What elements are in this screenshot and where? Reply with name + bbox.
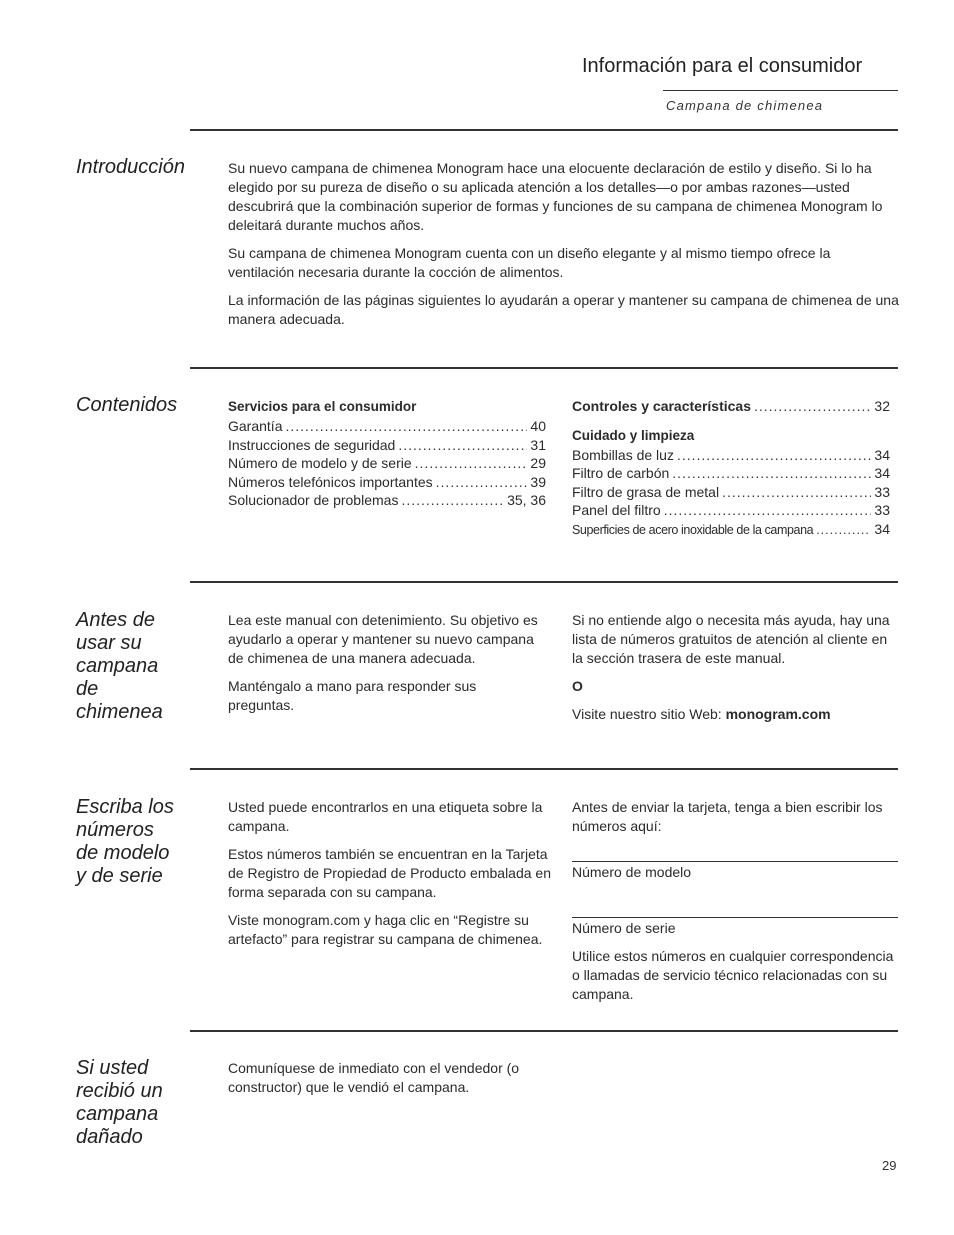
toc-entry-page: 35, 36 bbox=[507, 492, 546, 509]
toc-entry-label: Panel del filtro bbox=[572, 502, 661, 519]
section-divider bbox=[190, 581, 898, 583]
title-line: chimenea bbox=[76, 701, 163, 723]
paragraph: Utilice estos números en cualquier correspondencia o llamadas de servicio técnico relacionadas con su campana. bbox=[572, 948, 894, 1002]
paragraph: Lea este manual con detenimiento. Su objetivo es ayudarlo a operar y mantener su nuevo campana de chimenea de una manera adecuada. bbox=[228, 612, 538, 666]
toc-leader bbox=[285, 417, 527, 436]
toc-entry-page: 33 bbox=[874, 483, 890, 500]
toc-entry-page: 34 bbox=[874, 520, 890, 537]
model-number-label: Número de modelo bbox=[572, 864, 692, 880]
toc-leader bbox=[722, 483, 871, 502]
section-divider bbox=[190, 367, 898, 369]
serial-number-field[interactable] bbox=[572, 917, 898, 918]
contents-title: Contenidos bbox=[76, 394, 178, 416]
intro-paragraph: La información de las páginas siguientes lo ayudarán a operar y mantener su campana de chimenea de una manera adecuada. bbox=[228, 292, 899, 327]
paragraph: Manténgalo a mano para responder sus preguntas. bbox=[228, 678, 477, 713]
section-divider bbox=[190, 129, 898, 131]
model-number-field[interactable] bbox=[572, 861, 898, 862]
toc-entry-page: 29 bbox=[530, 455, 546, 472]
paragraph: Estos números también se encuentran en la Tarjeta de Registro de Propiedad de Producto embalada en forma separada con su campana. bbox=[228, 846, 551, 900]
section-divider bbox=[190, 1030, 898, 1032]
paragraph: Usted puede encontrarlos en una etiqueta sobre la campana. bbox=[228, 799, 543, 834]
title-line: y de serie bbox=[76, 865, 163, 887]
title-line: campana bbox=[76, 1103, 159, 1125]
title-line: Escriba los bbox=[76, 796, 174, 818]
toc-entry-label: Garantía bbox=[228, 418, 283, 434]
toc-leader bbox=[401, 491, 504, 510]
title-line: campana bbox=[76, 655, 159, 677]
header-divider bbox=[663, 90, 898, 91]
toc-entry[interactable] bbox=[228, 417, 546, 436]
toc-entry[interactable] bbox=[228, 436, 546, 455]
damaged-body bbox=[228, 1059, 528, 1106]
toc-right bbox=[572, 397, 890, 540]
section-divider bbox=[190, 768, 898, 770]
page-number: 29 bbox=[882, 1158, 897, 1173]
toc-entry-label: Número de modelo y de serie bbox=[228, 455, 412, 472]
title-line: usar su bbox=[76, 632, 142, 654]
toc-entry[interactable] bbox=[228, 491, 546, 510]
toc-entry[interactable] bbox=[572, 483, 890, 502]
toc-leader bbox=[677, 446, 871, 465]
toc-entry[interactable] bbox=[572, 397, 890, 416]
page-title: Información para el consumidor bbox=[582, 55, 863, 77]
website-prefix: Visite nuestro sitio Web: bbox=[572, 706, 726, 722]
toc-entry[interactable] bbox=[228, 473, 546, 492]
toc-leader bbox=[754, 397, 871, 416]
toc-entry-label: Números telefónicos importantes bbox=[228, 473, 433, 490]
before-use-left bbox=[228, 611, 546, 724]
toc-entry[interactable] bbox=[572, 520, 890, 540]
toc-entry-label: Filtro de grasa de metal bbox=[572, 483, 720, 500]
title-line: Si usted bbox=[76, 1057, 149, 1079]
website-line bbox=[572, 705, 890, 724]
or-separator: O bbox=[572, 678, 583, 694]
title-line: Antes de bbox=[76, 609, 155, 631]
toc-entry-page: 34 bbox=[874, 446, 890, 463]
toc-entry[interactable] bbox=[572, 446, 890, 465]
toc-leader bbox=[672, 464, 871, 483]
before-use-title bbox=[76, 609, 163, 724]
title-line: de modelo bbox=[76, 842, 170, 864]
toc-entry-label: Superficies de acero inoxidable de la campana bbox=[572, 522, 814, 537]
toc-entry-page: 33 bbox=[874, 502, 890, 519]
model-serial-right bbox=[572, 798, 898, 1013]
intro-paragraph: Su campana de chimenea Monogram cuenta con un diseño elegante y al mismo tiempo ofrece la ventilación necesaria durante la cocción de alimentos. bbox=[228, 245, 831, 280]
title-line: números bbox=[76, 819, 154, 841]
toc-entry-label: Controles y características bbox=[572, 398, 751, 414]
toc-heading: Servicios para el consumidor bbox=[228, 399, 417, 414]
intro-title: Introducción bbox=[76, 156, 185, 178]
toc-left bbox=[228, 397, 546, 510]
damaged-title bbox=[76, 1057, 163, 1149]
serial-number-label: Número de serie bbox=[572, 920, 676, 936]
toc-entry[interactable] bbox=[572, 464, 890, 483]
model-serial-left bbox=[228, 798, 554, 958]
toc-entry-label: Bombillas de luz bbox=[572, 446, 674, 463]
toc-entry-label: Instrucciones de seguridad bbox=[228, 436, 396, 453]
toc-leader bbox=[664, 501, 872, 520]
paragraph: Comuníquese de inmediato con el vendedor (o constructor) que le vendió el campana. bbox=[228, 1060, 520, 1095]
toc-entry-page: 32 bbox=[874, 398, 890, 414]
toc-leader bbox=[816, 521, 871, 540]
toc-leader bbox=[398, 436, 527, 455]
toc-entry-label: Solucionador de problemas bbox=[228, 492, 399, 509]
paragraph: Antes de enviar la tarjeta, tenga a bien escribir los números aquí: bbox=[572, 799, 883, 834]
page-subtitle: Campana de chimenea bbox=[666, 98, 824, 113]
toc-entry-page: 31 bbox=[530, 436, 546, 453]
intro-paragraph: Su nuevo campana de chimenea Monogram hace una elocuente declaración de estilo y diseño. Si lo ha elegido por su pureza de diseño o su aplicada atención a los detalles—o por ambas razones—usted descubrirá que la combinación superior de formas y funciones de su campana de chimenea Monogram lo deleitará durante muchos años. bbox=[228, 160, 883, 233]
website-link[interactable]: monogram.com bbox=[725, 706, 831, 722]
model-serial-title bbox=[76, 796, 174, 888]
toc-heading: Cuidado y limpieza bbox=[572, 427, 695, 443]
before-use-right bbox=[572, 611, 890, 733]
title-line: dañado bbox=[76, 1126, 143, 1148]
toc-entry-page: 39 bbox=[530, 473, 546, 490]
intro-body bbox=[228, 159, 900, 338]
toc-entry-page: 40 bbox=[530, 418, 546, 434]
toc-entry[interactable] bbox=[572, 501, 890, 520]
toc-entry-label: Filtro de carbón bbox=[572, 465, 670, 482]
toc-leader bbox=[436, 473, 528, 492]
paragraph: Viste monogram.com y haga clic en “Registre su artefacto” para registrar su campana de chimenea. bbox=[228, 912, 543, 947]
paragraph: Si no entiende algo o necesita más ayuda, hay una lista de números gratuitos de atención al cliente en la sección trasera de este manual. bbox=[572, 612, 890, 666]
title-line: de bbox=[76, 678, 99, 700]
toc-entry-page: 34 bbox=[874, 465, 890, 482]
toc-entry[interactable] bbox=[228, 454, 546, 473]
toc-leader bbox=[415, 454, 528, 473]
title-line: recibió un bbox=[76, 1080, 163, 1102]
